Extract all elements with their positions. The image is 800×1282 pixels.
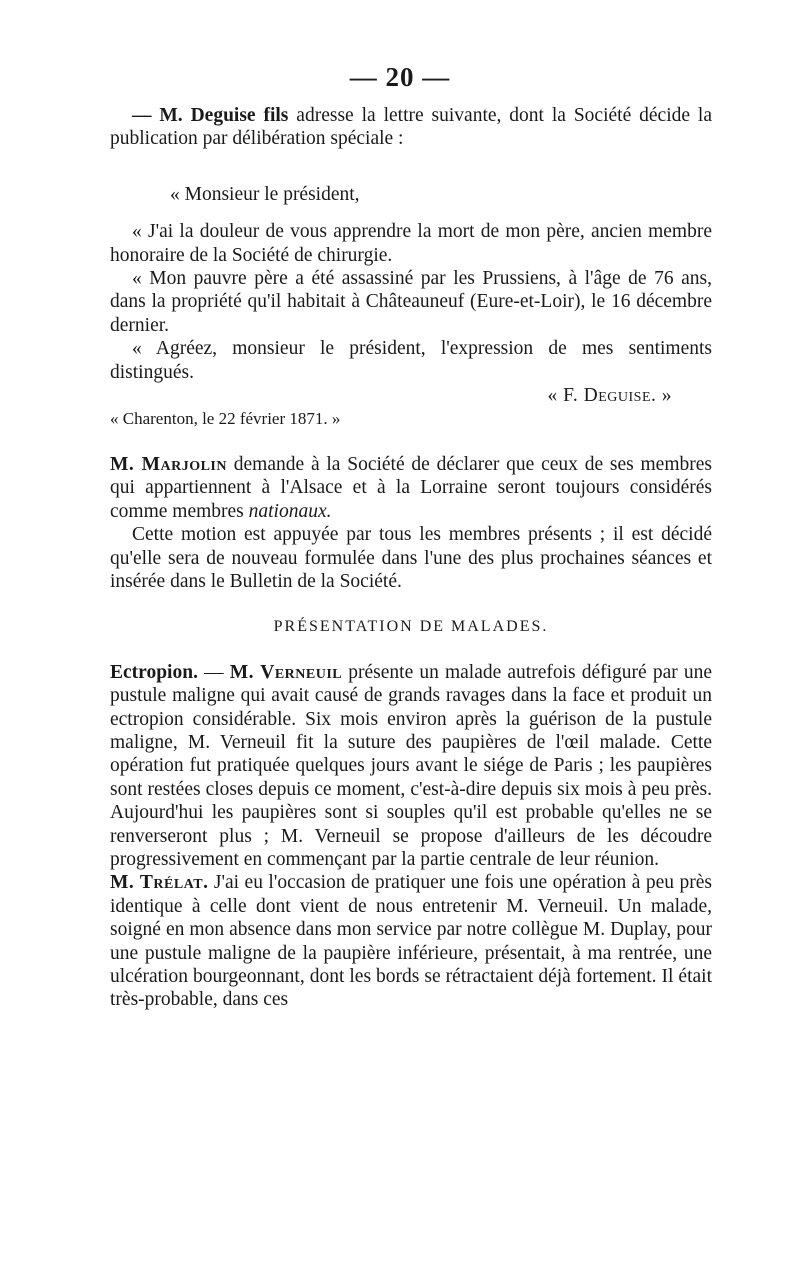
ectropion-text: présente un malade autrefois défiguré par une pustule maligne qui avait causé de grands ravages dans la face et produit un ectropion considérable. Six mois environ après la guérison de la pustule maligne, M. Verneuil fit la suture des paupières de l'œil malade. Cette opération fut pratiquée quelques jours avant le siége de Paris ; les paupières sont restées closes depuis ce moment, c'est-à-dire depuis six mois à peu près. Aujourd'hui les paupières sont si souples qu'il est probable qu'elles ne se renverseront plus ; M. Verneuil se propose d'ailleurs de les découdre progressivement en commençant par la partie centrale de leur réunion. [110, 661, 712, 870]
section-title: PRÉSENTATION DE MALADES. [273, 618, 549, 636]
ectropion-lead: Ectropion. [110, 661, 198, 683]
trelat-speaker: M. Trélat. [110, 872, 209, 894]
marjolin-italic: nationaux. [248, 500, 332, 522]
marjolin-speaker: M. Marjolin [110, 453, 227, 475]
spacer [110, 206, 712, 220]
marjolin-paragraph [110, 453, 712, 523]
deguise-speaker: — M. Deguise fils [132, 105, 289, 126]
marjolin-paragraph-2: Cette motion est appuyée par tous les membres présents ; il est décidé qu'elle sera de nouveau formulée dans l'une des plus prochaines séances et insérée dans le Bulletin de la Société. [110, 524, 712, 592]
letter-paragraph-3: « Agréez, monsieur le président, l'expression de mes sentiments distingués. [110, 338, 712, 383]
deguise-intro-paragraph [110, 104, 712, 151]
ectropion-paragraph [110, 661, 712, 872]
trelat-text: J'ai eu l'occasion de pratiquer une fois une opération à peu près identique à celle dont vient de nous entretenir M. Verneuil. Un malade, soigné en mon absence dans mon service par notre collègue M. Duplay, pour une pustule maligne de la paupière inférieure, présentait, à ma rentrée, une ulcération bourgeonnant, dont les bords se rétractaient déjà fortement. Il était très-probable, dans ces [110, 872, 712, 1011]
page-body [110, 104, 712, 1012]
spacer [110, 431, 712, 453]
page-number: — 20 — [349, 62, 451, 92]
deguise-intro-text: adresse la lettre suivante, dont la Société décide la publication par délibération spéciale : [110, 105, 712, 150]
ectropion-dash: — [197, 661, 230, 683]
spacer [110, 151, 712, 183]
letter-salutation: « Monsieur le président, [170, 183, 360, 205]
letter-signature: « F. Deguise. » [547, 385, 672, 407]
letter-paragraph-1: « J'ai la douleur de vous apprendre la mort de mon père, ancien membre honoraire de la Société de chirurgie. [110, 221, 712, 266]
trelat-paragraph [110, 871, 712, 1011]
letter-paragraph-2: « Mon pauvre père a été assassiné par les Prussiens, à l'âge de 76 ans, dans la propriété qu'il habitait à Châteauneuf (Eure-et-Loir), le 16 décembre dernier. [110, 268, 712, 336]
verneuil-speaker: M. Verneuil [229, 661, 343, 683]
spacer [110, 639, 712, 661]
spacer [110, 593, 712, 615]
marjolin-text: demande à la Société de déclarer que ceux de ses membres qui appartiennent à l'Alsace et à la Lorraine seront toujours considérés comme membres [110, 453, 712, 522]
letter-dateline: « Charenton, le 22 février 1871. » [110, 409, 341, 429]
